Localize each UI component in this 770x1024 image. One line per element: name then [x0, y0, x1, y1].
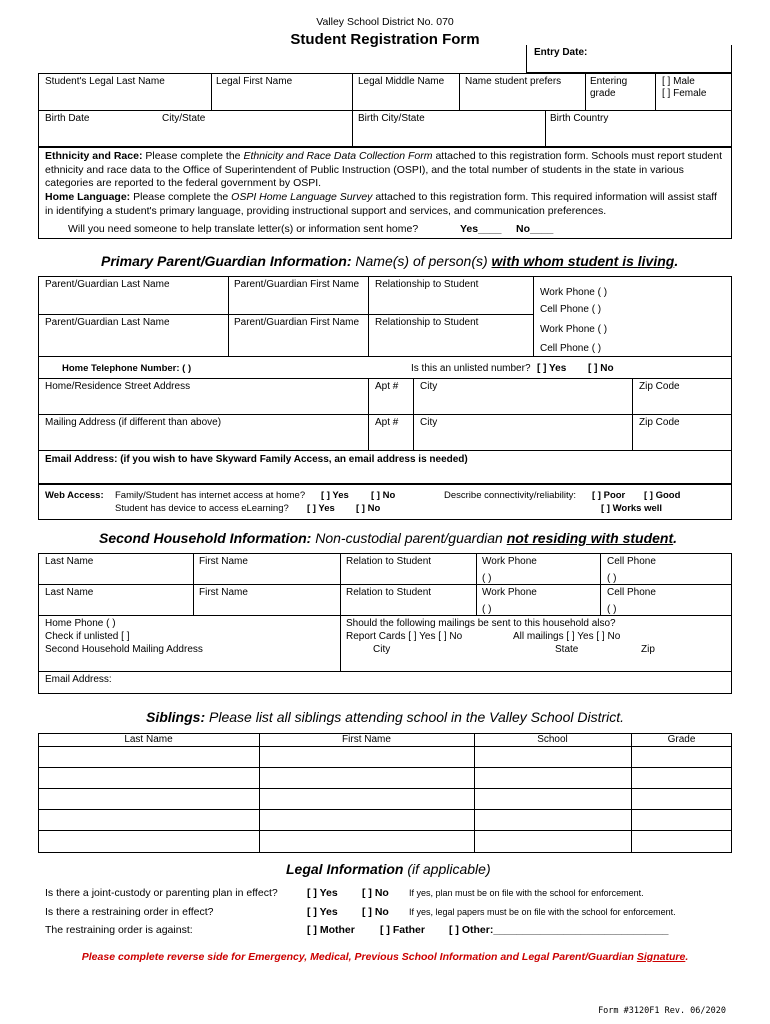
- divider: [340, 553, 341, 671]
- mailing-city-field[interactable]: City: [420, 417, 438, 428]
- guardian1-last-name-field[interactable]: Parent/Guardian Last Name: [45, 279, 170, 290]
- divider: [38, 314, 533, 315]
- divider: [631, 733, 632, 853]
- divider: [38, 830, 732, 831]
- mailing-zip-field[interactable]: Zip Code: [639, 417, 680, 428]
- divider: [600, 553, 601, 615]
- divider: [38, 450, 732, 451]
- primary-guardian-heading: Primary Parent/Guardian Information: Name(s) of person(s) with whom student is living.: [101, 253, 679, 269]
- email-address-field[interactable]: Email Address: (if you wish to have Skyward Family Access, an email address is needed): [45, 454, 468, 465]
- device-question: Student has device to access eLearning?: [115, 503, 289, 514]
- siblings-col-school: School: [537, 734, 568, 745]
- restraining-yes-checkbox[interactable]: [ ] Yes: [307, 906, 338, 918]
- sh2-last-name-field[interactable]: Last Name: [45, 587, 94, 598]
- legal-first-name-field[interactable]: Legal First Name: [216, 76, 293, 87]
- divider: [259, 733, 260, 853]
- ethnicity-paragraph: Ethnicity and Race: Please complete the Ethnicity and Race Data Collection Form attached to this registration form. Schools must report student ethnicity and race data to the Office of Superintendent of Public Instruction (OSPI), and the total number of students in the state in various categories are reported to the federal government by OSPI.: [45, 150, 723, 189]
- sh-mailings-question: Should the following mailings be sent to this household also?: [346, 618, 616, 629]
- guardian2-cell-phone-field[interactable]: Cell Phone ( ): [540, 343, 602, 354]
- sh-zip-field[interactable]: Zip: [641, 644, 655, 655]
- primary-guardian-table: [38, 276, 732, 484]
- birth-date-field[interactable]: Birth Date: [45, 113, 90, 124]
- divider: [38, 671, 732, 672]
- guardian2-work-phone-field[interactable]: Work Phone ( ): [540, 324, 608, 335]
- entering-grade-label: Entering: [590, 76, 628, 87]
- divider: [368, 378, 369, 450]
- divider: [38, 584, 732, 585]
- unlisted-no-checkbox[interactable]: [ ] No: [588, 363, 614, 374]
- device-yes-checkbox[interactable]: [ ] Yes: [307, 503, 335, 514]
- device-no-checkbox[interactable]: [ ] No: [356, 503, 381, 514]
- divider: [368, 276, 369, 356]
- divider: [476, 553, 477, 615]
- home-language-label: Home Language:: [45, 191, 131, 203]
- guardian2-first-name-field[interactable]: Parent/Guardian First Name: [234, 317, 360, 328]
- divider: [413, 378, 414, 450]
- female-checkbox[interactable]: [ ] Female: [662, 88, 707, 99]
- sh2-cell-phone-paren: ( ): [607, 604, 617, 615]
- guardian2-last-name-field[interactable]: Parent/Guardian Last Name: [45, 317, 170, 328]
- siblings-col-first-name: First Name: [342, 734, 391, 745]
- mailing-apt-field[interactable]: Apt #: [375, 417, 399, 428]
- sh1-relation-field[interactable]: Relation to Student: [346, 556, 432, 567]
- divider: [38, 788, 732, 789]
- divider: [38, 615, 732, 616]
- divider: [38, 746, 732, 747]
- siblings-heading: Siblings: Please list all siblings attending school in the Valley School District.: [146, 709, 625, 725]
- siblings-col-last-name: Last Name: [124, 734, 173, 745]
- sh1-work-phone-field[interactable]: Work Phone: [482, 556, 537, 567]
- against-other-checkbox[interactable]: [ ] Other:______________________________: [449, 924, 669, 936]
- divider: [655, 73, 656, 110]
- sh-mailing-address-field[interactable]: Second Household Mailing Address: [45, 644, 203, 655]
- against-father-checkbox[interactable]: [ ] Father: [380, 924, 425, 936]
- sh1-cell-phone-paren: ( ): [607, 573, 617, 584]
- internet-question: Family/Student has internet access at home?: [115, 490, 306, 501]
- second-household-heading: Second Household Information: Non-custodial parent/guardian not residing with student.: [99, 530, 678, 546]
- divider: [474, 733, 475, 853]
- unlisted-yes-checkbox[interactable]: [ ] Yes: [537, 363, 567, 374]
- divider: [38, 414, 732, 415]
- sh1-cell-phone-field[interactable]: Cell Phone: [607, 556, 656, 567]
- connectivity-poor-checkbox[interactable]: [ ] Poor: [592, 490, 626, 501]
- birth-country-field[interactable]: Birth Country: [550, 113, 609, 124]
- translate-question: Will you need someone to help translate letter(s) or information sent home?: [68, 223, 419, 235]
- connectivity-question: Describe connectivity/reliability:: [444, 490, 576, 501]
- web-access-label: Web Access:: [45, 490, 104, 501]
- sh-all-mailings-options[interactable]: All mailings [ ] Yes [ ] No: [513, 631, 621, 642]
- custody-no-checkbox[interactable]: [ ] No: [362, 887, 389, 899]
- ethnicity-form-name: Ethnicity and Race Data Collection Form: [243, 150, 433, 162]
- restraining-question: Is there a restraining order in effect?: [45, 906, 214, 918]
- translate-yes[interactable]: Yes____: [460, 223, 502, 235]
- sh1-first-name-field[interactable]: First Name: [199, 556, 248, 567]
- form-number: Form #3120F1 Rev. 06/2020: [598, 1006, 726, 1016]
- sh2-relation-field[interactable]: Relation to Student: [346, 587, 432, 598]
- sh-state-field[interactable]: State: [555, 644, 579, 655]
- reverse-side-notice: Please complete reverse side for Emergency, Medical, Previous School Information and Legal Parent/Guardian Signature.: [81, 951, 689, 963]
- divider: [533, 276, 534, 356]
- against-mother-checkbox[interactable]: [ ] Mother: [307, 924, 355, 936]
- entry-date-field[interactable]: [526, 45, 732, 73]
- city-state-field[interactable]: City/State: [162, 113, 206, 124]
- sh1-last-name-field[interactable]: Last Name: [45, 556, 94, 567]
- siblings-col-grade: Grade: [667, 734, 696, 745]
- sh2-first-name-field[interactable]: First Name: [199, 587, 248, 598]
- legal-heading: Legal Information (if applicable): [286, 861, 491, 877]
- divider: [632, 378, 633, 450]
- siblings-table: [38, 733, 732, 853]
- divider: [585, 73, 586, 110]
- guardian1-cell-phone-field[interactable]: Cell Phone ( ): [540, 304, 602, 315]
- sh-email-field[interactable]: Email Address:: [45, 674, 112, 685]
- divider: [38, 809, 732, 810]
- custody-question: Is there a joint-custody or parenting plan in effect?: [45, 887, 278, 899]
- internet-no-checkbox[interactable]: [ ] No: [371, 490, 396, 501]
- custody-yes-checkbox[interactable]: [ ] Yes: [307, 887, 338, 899]
- sh-unlisted-checkbox[interactable]: Check if unlisted [ ]: [45, 631, 130, 642]
- guardian1-relationship-field[interactable]: Relationship to Student: [375, 279, 479, 290]
- restraining-against-question: The restraining order is against:: [45, 924, 193, 936]
- sh2-work-phone-field[interactable]: Work Phone: [482, 587, 537, 598]
- connectivity-works-well-checkbox[interactable]: [ ] Works well: [601, 503, 663, 514]
- zip-field[interactable]: Zip Code: [639, 381, 680, 392]
- divider: [459, 73, 460, 110]
- preferred-name-field[interactable]: Name student prefers: [465, 76, 562, 87]
- divider: [193, 553, 194, 615]
- ethnicity-label: Ethnicity and Race:: [45, 150, 143, 162]
- divider: [228, 276, 229, 356]
- entering-grade-field[interactable]: grade: [590, 88, 616, 99]
- sh-home-phone-field[interactable]: Home Phone ( ): [45, 618, 116, 629]
- sh2-cell-phone-field[interactable]: Cell Phone: [607, 587, 656, 598]
- legal-last-name-field[interactable]: Student's Legal Last Name: [45, 76, 165, 87]
- divider: [211, 73, 212, 110]
- guardian2-relationship-field[interactable]: Relationship to Student: [375, 317, 479, 328]
- custody-note: If yes, plan must be on file with the school for enforcement.: [409, 888, 644, 898]
- unlisted-question: Is this an unlisted number?: [411, 363, 531, 374]
- home-language-form-name: OSPI Home Language Survey: [231, 191, 373, 203]
- restraining-no-checkbox[interactable]: [ ] No: [362, 906, 389, 918]
- entry-date-label: Entry Date:: [534, 47, 588, 58]
- apt-field[interactable]: Apt #: [375, 381, 399, 392]
- district-name: Valley School District No. 070: [316, 16, 454, 28]
- page-title: Student Registration Form: [290, 31, 480, 48]
- mailing-address-field[interactable]: Mailing Address (if different than above): [45, 417, 222, 428]
- internet-yes-checkbox[interactable]: [ ] Yes: [321, 490, 349, 501]
- guardian1-first-name-field[interactable]: Parent/Guardian First Name: [234, 279, 360, 290]
- guardian1-work-phone-field[interactable]: Work Phone ( ): [540, 287, 608, 298]
- home-language-paragraph: Home Language: Please complete the OSPI Home Language Survey attached to this registration form. This required information will assist staff in identifying a student's primary language, providing instructional support and services, and communication preferences.: [45, 191, 717, 217]
- connectivity-good-checkbox[interactable]: [ ] Good: [644, 490, 681, 501]
- divider: [38, 378, 732, 379]
- sh2-work-phone-paren: ( ): [482, 604, 492, 615]
- sh-report-cards-options[interactable]: Report Cards [ ] Yes [ ] No: [346, 631, 463, 642]
- legal-middle-name-field[interactable]: Legal Middle Name: [358, 76, 445, 87]
- divider: [38, 767, 732, 768]
- male-checkbox[interactable]: [ ] Male: [662, 76, 695, 87]
- home-telephone-field[interactable]: Home Telephone Number: ( ): [62, 363, 192, 374]
- street-address-field[interactable]: Home/Residence Street Address: [45, 381, 191, 392]
- divider: [38, 356, 732, 357]
- sh-city-field[interactable]: City: [373, 644, 391, 655]
- city-field[interactable]: City: [420, 381, 438, 392]
- birth-city-state-field[interactable]: Birth City/State: [358, 113, 425, 124]
- divider: [352, 73, 353, 147]
- restraining-note: If yes, legal papers must be on file with the school for enforcement.: [409, 907, 676, 917]
- divider: [38, 110, 732, 111]
- divider: [545, 110, 546, 147]
- sh1-work-phone-paren: ( ): [482, 573, 492, 584]
- translate-no[interactable]: No____: [516, 223, 554, 235]
